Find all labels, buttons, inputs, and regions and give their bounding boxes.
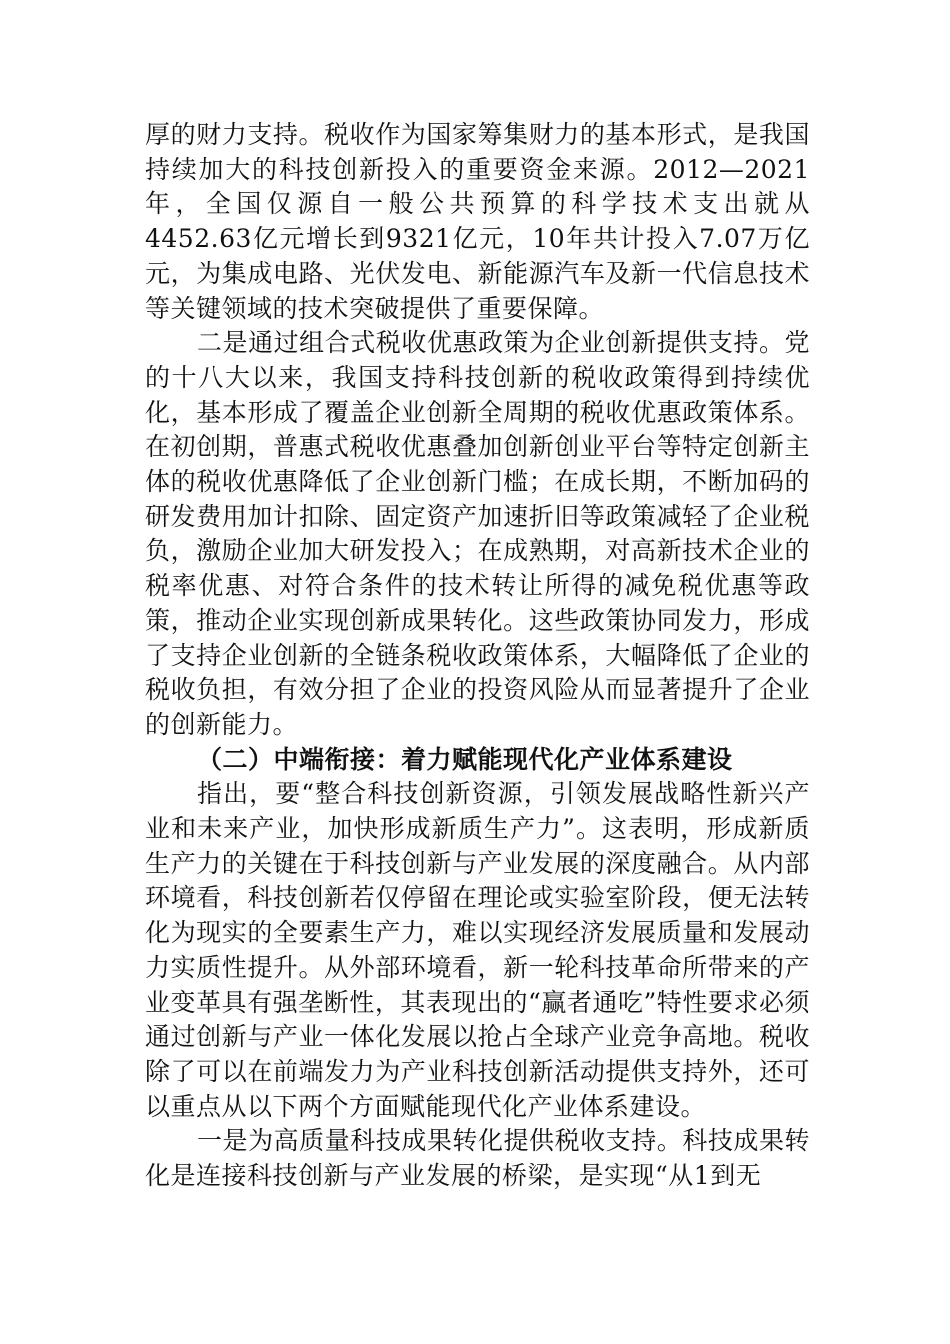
paragraph-tax-incentive-policy: 二是通过组合式税收优惠政策为企业创新提供支持。党的十八大以来，我国支持科技创新的税收政策得到持续优化，基本形成了覆盖企业创新全周期的税收优惠政策体系。在初创期，普惠式税收优惠叠加创新创业平台等特定创新主体的税收优惠降低了企业创新门槛；在成长期，不断加码的研发费用加计扣除、固定资产加速折旧等政策减轻了企业税负，激励企业加大研发投入；在成熟期，对高新技术企业的税率优惠、对符合条件的技术转让所得的减免税优惠等政策，推动企业实现创新成果转化。这些政策协同发力，形成了支持企业创新的全链条税收政策体系，大幅降低了企业的税收负担，有效分担了企业的投资风险从而显著提升了企业的创新能力。 <box>145 328 810 739</box>
paragraph-industry-system: 指出，要“整合科技创新资源，引领发展战略性新兴产业和未来产业，加快形成新质生产力”。这表明，形成新质生产力的关键在于科技创新与产业发展的深度融合。从内部环境看，科技创新若仅停留在理论或实验室阶段，便无法转化为现实的全要素生产力，难以实现经济发展质量和发展动力实质性提升。从外部环境看，新一轮科技革命所带来的产业变革具有强垄断性，其表现出的“赢者通吃”特性要求必须通过创新与产业一体化发展以抢占全球产业竞争高地。税收除了可以在前端发力为产业科技创新活动提供支持外，还可以重点从以下两个方面赋能现代化产业体系建设。 <box>145 779 810 1121</box>
document-body <box>145 118 810 1194</box>
section-heading: （二）中端衔接：着力赋能现代化产业体系建设 <box>197 744 733 774</box>
paragraph-tech-transfer: 一是为高质量科技成果转化提供税收支持。科技成果转化是连接科技创新与产业发展的桥梁，是实现“从1到无 <box>145 1126 810 1191</box>
paragraph-continuation: 厚的财力支持。税收作为国家筹集财力的基本形式，是我国持续加大的科技创新投入的重要资金来源。2012—2021年，全国仅源自一般公共预算的科学技术支出就从4452.63亿元增长到9321亿元，10年共计投入7.07万亿元，为集成电路、光伏发电、新能源汽车及新一代信息技术等关键领域的技术突破提供了重要保障。 <box>145 120 810 323</box>
